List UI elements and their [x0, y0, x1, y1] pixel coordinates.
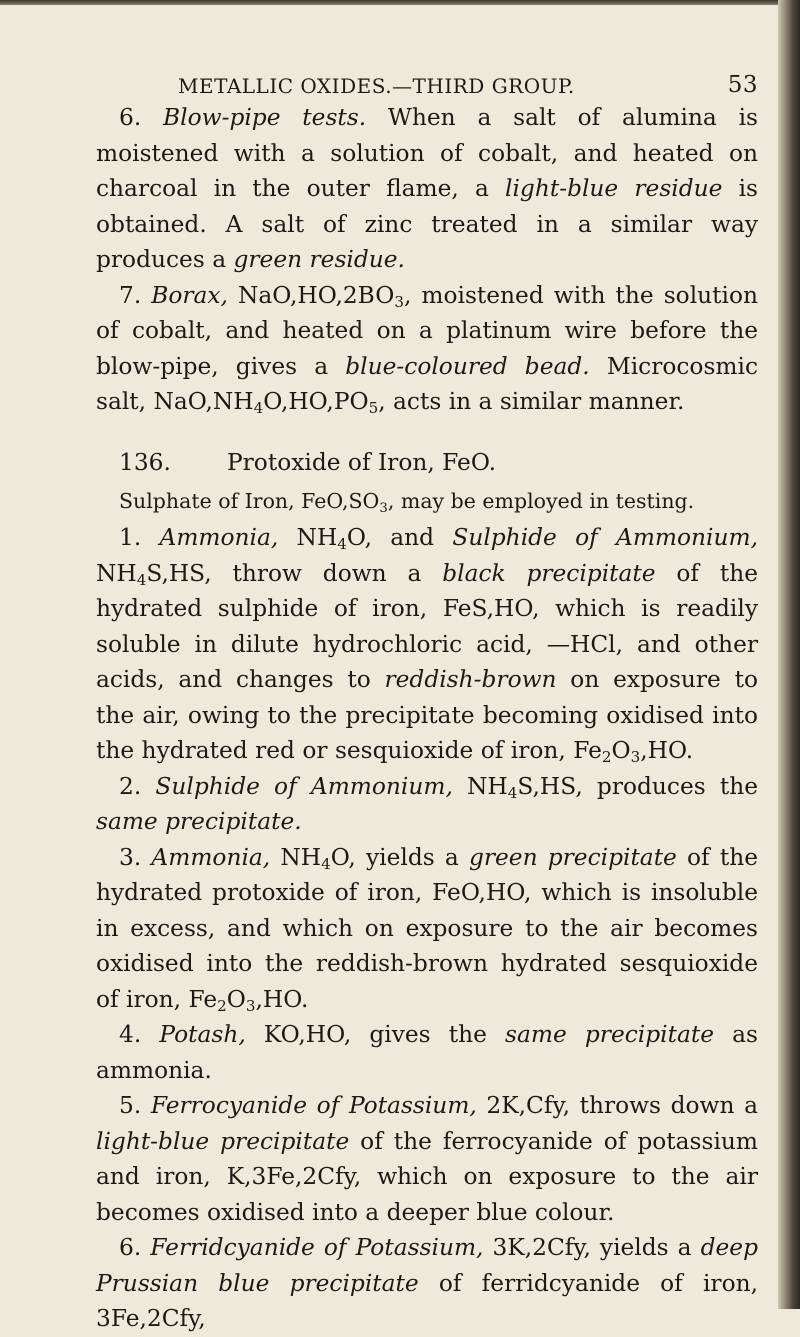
emphasis-text: same precipitate: [505, 1021, 714, 1048]
section-number: 136.: [119, 448, 171, 476]
paragraph-text: NH: [452, 772, 508, 800]
note-text: Sulphate of Iron, FeO,SO: [119, 489, 380, 513]
subscript: 3: [379, 501, 388, 516]
paragraph-text: ,HO.: [255, 985, 309, 1013]
section-title: Protoxide of Iron, FeO.: [227, 448, 496, 476]
list-item-potash: [96, 1017, 758, 1088]
subscript: 3: [245, 996, 256, 1015]
paragraph-text: of ferridcyanide of iron, 3Fe,2Cfy,: [96, 1269, 759, 1332]
subscript: 4: [507, 783, 518, 802]
reagent-name: Sulphide of Ammonium,: [155, 772, 453, 800]
subscript: 2: [601, 748, 612, 766]
emphasis-text: same precipitate.: [96, 808, 302, 835]
paragraph-blowpipe-tests: [96, 100, 758, 278]
paragraph-number: 7.: [119, 281, 152, 309]
paragraph-text: When a salt of alumina is moistened with a solution of cobalt, and heated on charcoal in the outer flame, a: [96, 104, 758, 202]
paragraph-text: of the hydrated protoxide of iron, FeO,HO, which is insoluble in excess, and which on exposure to the air becomes oxidised into the reddish-brown hydrated sesquioxide of iron, Fe: [96, 843, 758, 1013]
paragraph-text: , moistened with the solution of cobalt, and heated on a platinum wire before the blow-pipe, gives a: [96, 281, 758, 380]
paragraph-text: KO,HO, gives the: [245, 1021, 506, 1048]
subscript: 4: [337, 535, 347, 553]
emphasis-text: light-blue precipitate: [96, 1127, 350, 1155]
paragraph-title: Blow-pipe tests.: [163, 104, 367, 131]
page-header: [96, 60, 758, 100]
paragraph-text: NH: [278, 524, 338, 551]
item-number: 3.: [119, 843, 152, 871]
paragraph-text: O: [611, 737, 631, 764]
list-item-ammonia: [96, 840, 758, 1018]
paragraph-text: O, yields a: [330, 843, 469, 871]
formula-text: NaO,HO,2BO: [227, 281, 395, 309]
subscript: 4: [253, 399, 264, 417]
note-text: , may be employed in testing.: [387, 489, 695, 513]
emphasis-text: light-blue residue: [505, 175, 723, 202]
reagent-name: Ammonia,: [151, 843, 271, 871]
item-number: 6.: [119, 1234, 151, 1261]
subscript: 2: [217, 996, 227, 1015]
running-title: METALLIC OXIDES.—THIRD GROUP.: [178, 74, 575, 98]
section-heading: [96, 445, 758, 481]
item-number: 5.: [119, 1092, 151, 1119]
reagent-name: Sulphide of Ammonium,: [452, 524, 758, 551]
paragraph-text: as ammonia.: [96, 1021, 758, 1084]
paragraph-text: O: [226, 985, 246, 1013]
emphasis-text: reddish-brown: [384, 666, 557, 693]
paragraph-text: NH: [96, 559, 137, 587]
section-note: [96, 484, 758, 518]
paragraph-text: is obtained. A salt of zinc treated in a similar way produces a: [96, 175, 759, 273]
emphasis-text: deep Prussian blue precipitate: [96, 1234, 758, 1297]
subscript: 5: [368, 399, 379, 417]
reagent-name: Ferridcyanide of Potassium,: [150, 1234, 484, 1261]
subscript: 3: [630, 748, 641, 766]
list-item-ammonia-sulphide: [96, 520, 758, 769]
paragraph-text: ,HO.: [640, 737, 694, 764]
book-page: [96, 60, 758, 1337]
reagent-name: Ammonia,: [159, 524, 279, 551]
item-number: 2.: [119, 772, 156, 800]
list-item-sulphide-of-ammonium: [96, 769, 758, 840]
subscript: 4: [321, 854, 331, 873]
paragraph-text: Microcosmic salt, NaO,NH: [96, 352, 758, 415]
paragraph-text: NH: [270, 843, 322, 871]
paragraph-number: 6.: [119, 104, 164, 131]
paragraph-text: S,HS, produces the: [517, 772, 759, 800]
subscript: 3: [394, 292, 404, 311]
paragraph-text: S,HS, throw down a: [146, 559, 443, 587]
paragraph-text: O,HO,PO: [263, 388, 369, 415]
emphasis-text: green residue.: [233, 246, 405, 273]
page-edge-shadow: [0, 0, 800, 5]
emphasis-text: green precipitate: [468, 843, 677, 871]
paragraph-text: of the hydrated sulphide of iron, FeS,HO, which is readily soluble in dilute hydrochloric acid, —HCl, and other acids, and changes to: [96, 559, 758, 693]
paragraph-text: , acts in a similar manner.: [378, 388, 685, 415]
paragraph-text: of the ferrocyanide of potassium and iron, K,3Fe,2Cfy, which on exposure to the air becomes oxidised into a deeper blue colour.: [96, 1127, 758, 1226]
subscript: 4: [136, 570, 147, 589]
list-item-ferrocyanide: [96, 1088, 758, 1230]
emphasis-text: blue-coloured bead.: [345, 352, 590, 380]
paragraph-text: O, and: [346, 524, 453, 551]
paragraph-text: on exposure to the air, owing to the precipitate becoming oxidised into the hydrated red or sesquioxide of iron, Fe: [96, 666, 758, 764]
paragraph-title: Borax,: [151, 281, 228, 309]
item-number: 4.: [119, 1021, 160, 1048]
paragraph-text: 3K,2Cfy, yields a: [483, 1234, 701, 1261]
paragraph-borax: [96, 278, 758, 420]
reagent-name: Potash,: [159, 1021, 246, 1048]
list-item-ferridcyanide: [96, 1230, 758, 1337]
emphasis-text: black precipitate: [442, 559, 656, 587]
page-number: 53: [727, 72, 758, 98]
paragraph-text: 2K,Cfy, throws down a: [476, 1092, 758, 1119]
reagent-name: Ferrocyanide of Potassium,: [150, 1092, 477, 1119]
book-spine-shadow: [778, 0, 800, 1309]
item-number: 1.: [119, 524, 160, 551]
